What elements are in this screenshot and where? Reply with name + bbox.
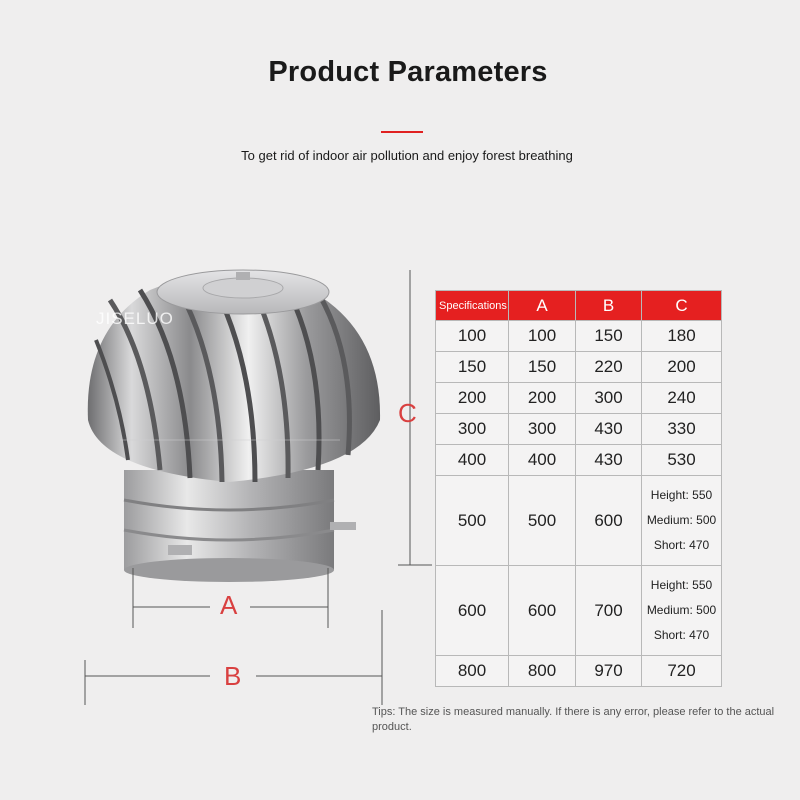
cell-a: 300 — [509, 414, 576, 445]
table-row — [436, 566, 722, 656]
brand-watermark: JISELUO — [96, 309, 174, 328]
cell-c: 180 — [642, 321, 722, 352]
cell-c-line: Short: 470 — [653, 628, 710, 642]
table-row — [436, 383, 722, 414]
cell-b: 150 — [576, 321, 642, 352]
cell-c: 200 — [642, 352, 722, 383]
base-collar — [124, 470, 356, 582]
cell-spec: 300 — [436, 414, 509, 445]
table-header-row — [436, 291, 722, 321]
tips-note: Tips: The size is measured manually. If there is any error, please refer to the actual product. — [372, 706, 775, 733]
cell-spec: 100 — [436, 321, 509, 352]
cell-b: 700 — [576, 566, 642, 656]
cell-c: 240 — [642, 383, 722, 414]
table-row — [436, 445, 722, 476]
table-row — [436, 656, 722, 687]
cell-c-line: Height: 550 — [650, 578, 713, 592]
header-specifications: Specifications — [436, 291, 509, 321]
page-title: Product Parameters — [268, 56, 548, 88]
cell-b: 970 — [576, 656, 642, 687]
cell-spec: 150 — [436, 352, 509, 383]
cell-b: 220 — [576, 352, 642, 383]
cell-b: 430 — [576, 445, 642, 476]
header-a: A — [509, 291, 576, 321]
turbine-cap — [157, 270, 329, 314]
cell-a: 400 — [509, 445, 576, 476]
cell-c — [642, 566, 722, 656]
cell-spec: 500 — [436, 476, 509, 566]
cell-spec: 200 — [436, 383, 509, 414]
dimension-label-c: C — [398, 398, 417, 428]
cell-c-line: Height: 550 — [650, 488, 713, 502]
cell-b: 430 — [576, 414, 642, 445]
cell-a: 500 — [509, 476, 576, 566]
header-b: B — [576, 291, 642, 321]
table-row — [436, 321, 722, 352]
table-row — [436, 352, 722, 383]
cell-b: 300 — [576, 383, 642, 414]
cell-spec: 600 — [436, 566, 509, 656]
table-row — [436, 414, 722, 445]
cell-spec: 800 — [436, 656, 509, 687]
cell-c: 330 — [642, 414, 722, 445]
table-row — [436, 476, 722, 566]
page-subtitle: To get rid of indoor air pollution and enjoy forest breathing — [241, 148, 573, 163]
cell-c-line: Short: 470 — [653, 538, 710, 552]
cell-c: 720 — [642, 656, 722, 687]
dimension-label-b: B — [224, 661, 242, 691]
cell-a: 800 — [509, 656, 576, 687]
cell-c-line: Medium: 500 — [646, 513, 717, 527]
cell-b: 600 — [576, 476, 642, 566]
cell-a: 150 — [509, 352, 576, 383]
cell-a: 200 — [509, 383, 576, 414]
specifications-table — [435, 290, 722, 687]
cell-c: 530 — [642, 445, 722, 476]
cell-spec: 400 — [436, 445, 509, 476]
cell-a: 100 — [509, 321, 576, 352]
cell-c — [642, 476, 722, 566]
cell-a: 600 — [509, 566, 576, 656]
header-c: C — [642, 291, 722, 321]
cell-c-line: Medium: 500 — [646, 603, 717, 617]
dimension-label-a: A — [220, 590, 238, 620]
